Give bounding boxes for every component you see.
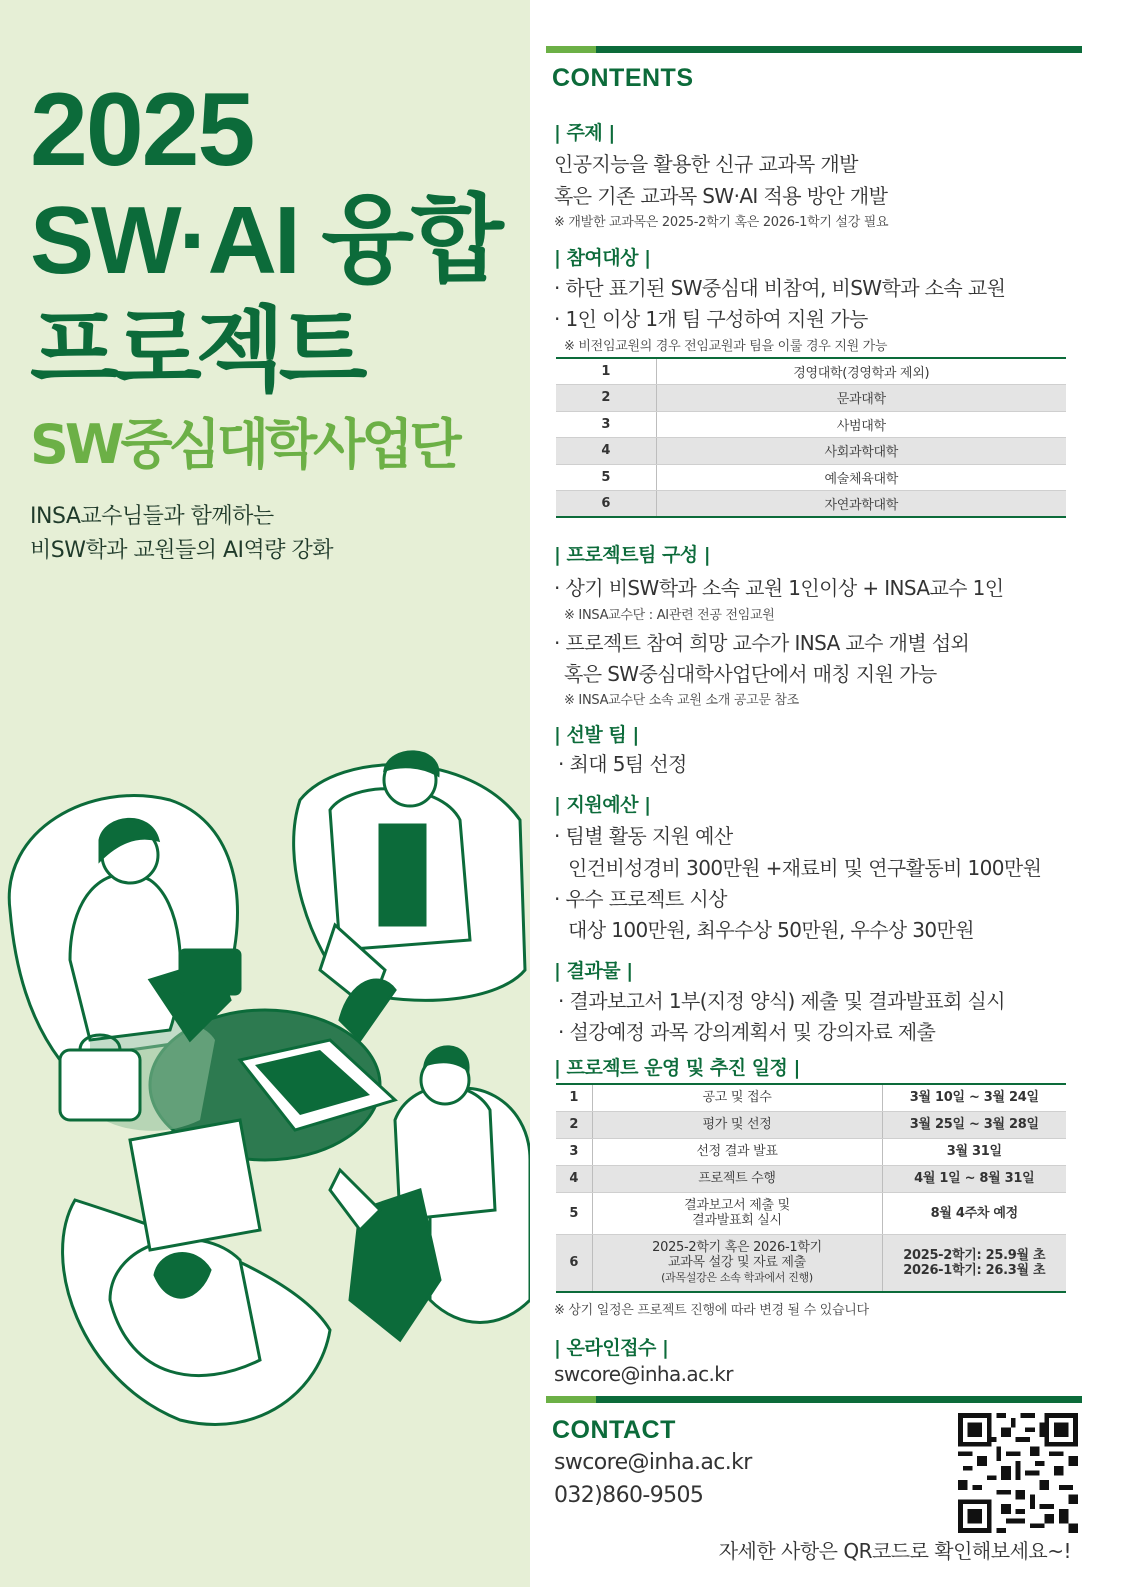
team-note2: ※ INSA교수단 소속 교원 소개 공고문 참조	[564, 693, 799, 708]
team-line1: · 상기 비SW학과 소속 교원 1인이상 + INSA교수 1인	[554, 576, 1004, 600]
qr-instruction: 자세한 사항은 QR코드로 확인해보세요~!	[718, 1539, 1071, 1563]
team-note1: ※ INSA교수단 : AI관련 전공 전임교원	[564, 608, 775, 623]
team-line2: · 프로젝트 참여 희망 교수가 INSA 교수 개별 섭외	[554, 631, 970, 655]
target-line2: · 1인 이상 1개 팀 구성하여 지원 가능	[554, 307, 868, 331]
team-heading: | 프로젝트팀 구성 |	[554, 544, 711, 566]
selection-heading: | 선발 팀 |	[554, 724, 639, 746]
table-row: 5 예술체육대학	[556, 464, 1066, 491]
table-row: 6 자연과학대학	[556, 491, 1066, 518]
target-heading: | 참여대상 |	[554, 247, 651, 269]
results-heading: | 결과물 |	[554, 960, 633, 982]
poster-year: 2025	[30, 72, 254, 188]
budget-line1: · 팀별 활동 지원 예산	[554, 824, 733, 848]
results-line1: · 결과보고서 1부(지정 양식) 제출 및 결과발표회 실시	[558, 989, 1005, 1013]
table-row: 6 2025-2학기 혹은 2026-1학기 교과목 설강 및 자료 제출 (과목설강은 소속 학과에서 진행) 2025-2학기: 25.9월 초 2026-1학기: 26.3월 초	[556, 1234, 1066, 1292]
budget-line2: 인건비성경비 300만원 +재료비 및 연구활동비 100만원	[568, 856, 1042, 880]
poster-title-line2: 프로젝트	[30, 297, 362, 404]
topic-heading: | 주제 |	[554, 122, 615, 144]
table-row: 2 문과대학	[556, 385, 1066, 412]
topic-line2: 혹은 기존 교과목 SW·AI 적용 방안 개발	[554, 184, 888, 208]
topic-line1: 인공지능을 활용한 신규 교과목 개발	[554, 152, 858, 176]
budget-heading: | 지원예산 |	[554, 794, 651, 816]
table-row: 3 선정 결과 발표 3월 31일	[556, 1138, 1066, 1165]
table-row: 4 사회과학대학	[556, 438, 1066, 465]
target-line1: · 하단 표기된 SW중심대 비참여, 비SW학과 소속 교원	[554, 276, 1006, 300]
tagline-line1: INSA교수님들과 함께하는	[30, 504, 274, 529]
selection-line1: · 최대 5팀 선정	[558, 752, 687, 776]
table-row: 3 사범대학	[556, 411, 1066, 438]
contact-heading: CONTACT	[552, 1416, 676, 1444]
qr-code-icon[interactable]	[958, 1413, 1078, 1533]
bottom-divider	[546, 1396, 1082, 1403]
team-meeting-illustration	[0, 740, 530, 1587]
schedule-heading: | 프로젝트 운영 및 추진 일정 |	[554, 1057, 800, 1079]
budget-line3: · 우수 프로젝트 시상	[554, 887, 727, 911]
table-row: 1 경영대학(경영학과 제외)	[556, 358, 1066, 385]
poster-title-line1: SW·AI 융합	[30, 187, 501, 294]
contents-heading: CONTENTS	[552, 64, 694, 92]
left-panel	[0, 0, 530, 1587]
contact-email-link[interactable]: swcore@inha.ac.kr	[554, 1450, 752, 1475]
table-row: 5 결과보고서 제출 및 결과발표회 실시 8월 4주차 예정	[556, 1192, 1066, 1234]
results-line2: · 설강예정 과목 강의계획서 및 강의자료 제출	[558, 1020, 936, 1044]
schedule-table	[556, 1083, 1066, 1293]
college-table	[556, 357, 1066, 518]
schedule-note: ※ 상기 일정은 프로젝트 진행에 따라 변경 될 수 있습니다	[554, 1303, 869, 1318]
top-divider	[546, 46, 1082, 53]
tagline-line2: 비SW학과 교원들의 AI역량 강화	[30, 538, 334, 563]
budget-line4: 대상 100만원, 최우수상 50만원, 우수상 30만원	[568, 918, 974, 942]
table-row: 1 공고 및 접수 3월 10일 ~ 3월 24일	[556, 1084, 1066, 1111]
online-email-link[interactable]: swcore@inha.ac.kr	[554, 1362, 733, 1386]
table-row: 4 프로젝트 수행 4월 1일 ~ 8월 31일	[556, 1165, 1066, 1192]
target-note: ※ 비전임교원의 경우 전임교원과 팀을 이룰 경우 지원 가능	[564, 339, 888, 354]
poster-tagline	[30, 500, 333, 568]
table-row: 2 평가 및 선정 3월 25일 ~ 3월 28일	[556, 1111, 1066, 1138]
poster-subtitle: SW중심대학사업단	[30, 413, 458, 476]
right-panel	[530, 0, 1123, 1587]
contact-phone[interactable]: 032)860-9505	[554, 1483, 704, 1508]
team-line3: 혹은 SW중심대학사업단에서 매칭 지원 가능	[564, 662, 937, 686]
online-heading: | 온라인접수 |	[554, 1337, 669, 1359]
topic-note: ※ 개발한 교과목은 2025-2학기 혹은 2026-1학기 설강 필요	[554, 215, 889, 230]
